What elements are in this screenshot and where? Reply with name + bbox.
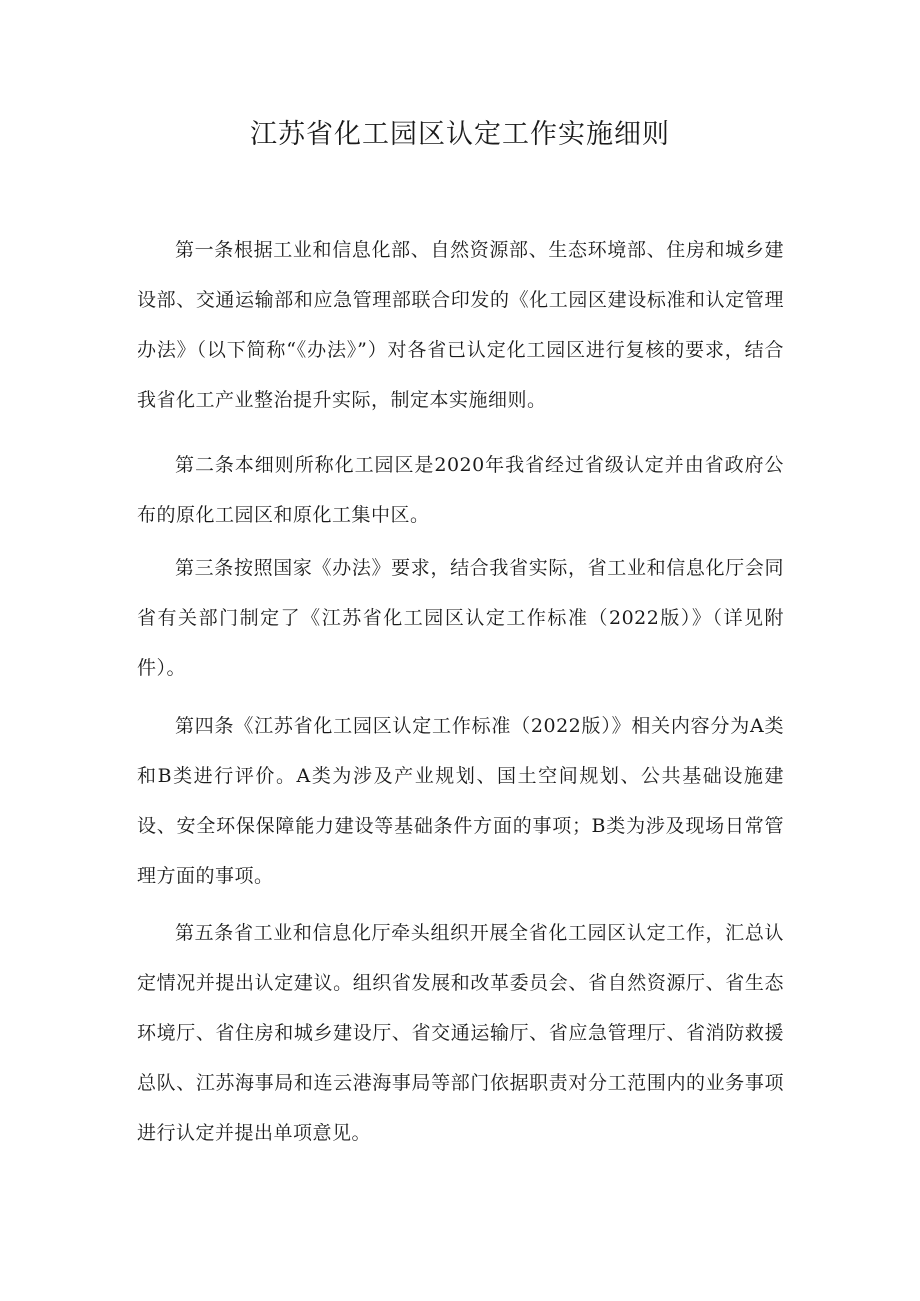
article-3: 第三条按照国家《办法》要求，结合我省实际，省工业和信息化厅会同省有关部门制定了《江苏省化工园区认定工作标准（2022版）》（详见附件）。 [137,557,784,679]
article-1: 第一条根据工业和信息化部、自然资源部、生态环境部、住房和城乡建设部、交通运输部和应急管理部联合印发的《化工园区建设标准和认定管理办法》（以下简称“《办法》”）对各省已认定化工园区进行复核的要求，结合我省化工产业整治提升实际，制定本实施细则。 [137,239,784,411]
document-title: 江苏省化工园区认定工作实施细则 [250,119,670,150]
article-4: 第四条《江苏省化工园区认定工作标准（2022版）》相关内容分为A类和B类进行评价。A类为涉及产业规划、国土空间规划、公共基础设施建设、安全环保保障能力建设等基础条件方面的事项；B类为涉及现场日常管理方面的事项。 [137,715,784,887]
article-2: 第二条本细则所称化工园区是2020年我省经过省级认定并由省政府公布的原化工园区和原化工集中区。 [137,454,784,526]
article-5: 第五条省工业和信息化厅牵头组织开展全省化工园区认定工作，汇总认定情况并提出认定建议。组织省发展和改革委员会、省自然资源厅、省生态环境厅、省住房和城乡建设厅、省交通运输厅、省应急管理厅、省消防救援总队、江苏海事局和连云港海事局等部门依据职责对分工范围内的业务事项进行认定并提出单项意见。 [137,922,784,1144]
